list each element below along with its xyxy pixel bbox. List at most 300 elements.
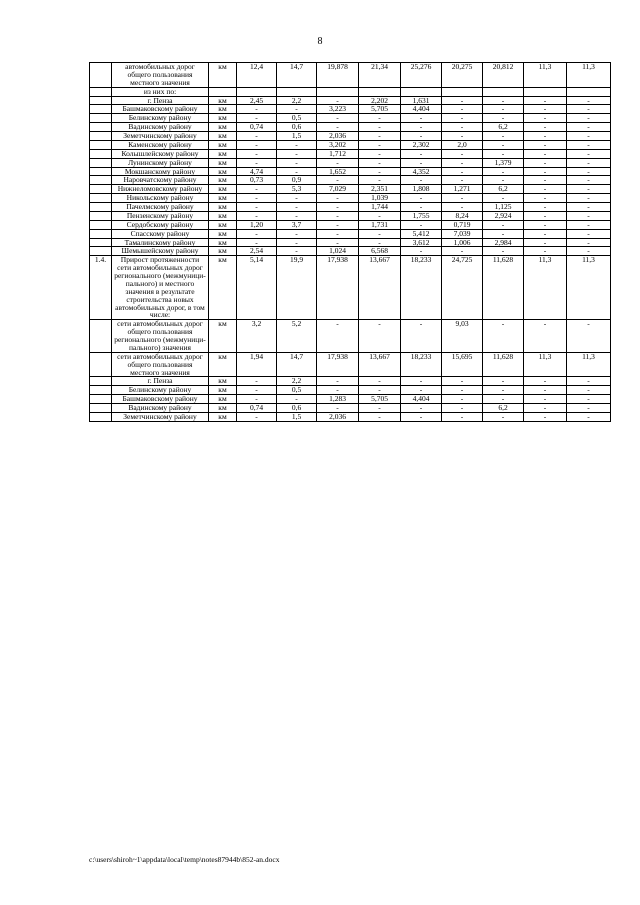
value-cell: - bbox=[277, 247, 317, 256]
unit-cell: км bbox=[209, 96, 237, 105]
table-row bbox=[90, 185, 611, 194]
value-cell: 6,568 bbox=[359, 247, 401, 256]
value-cell: - bbox=[483, 247, 524, 256]
value-cell: 1,94 bbox=[237, 352, 277, 377]
value-cell: 13,667 bbox=[359, 256, 401, 320]
row-name-cell: Тамалинскому району bbox=[112, 238, 209, 247]
value-cell: - bbox=[567, 185, 611, 194]
unit-cell: км bbox=[209, 256, 237, 320]
row-number-cell bbox=[90, 386, 112, 395]
value-cell bbox=[317, 87, 359, 96]
value-cell: - bbox=[524, 185, 567, 194]
row-name-cell: Белинскому району bbox=[112, 114, 209, 123]
table-row bbox=[90, 176, 611, 185]
value-cell: 2,2 bbox=[277, 96, 317, 105]
row-name-cell: из них по: bbox=[112, 87, 209, 96]
row-name-cell: Никольскому району bbox=[112, 194, 209, 203]
value-cell: - bbox=[442, 412, 483, 421]
value-cell: - bbox=[401, 158, 442, 167]
value-cell: 2,302 bbox=[401, 140, 442, 149]
row-name-cell: Мокшанскому району bbox=[112, 167, 209, 176]
value-cell: 18,233 bbox=[401, 256, 442, 320]
value-cell: - bbox=[524, 211, 567, 220]
value-cell: - bbox=[567, 167, 611, 176]
data-table bbox=[89, 62, 611, 422]
value-cell bbox=[359, 87, 401, 96]
value-cell: - bbox=[567, 211, 611, 220]
value-cell: - bbox=[442, 176, 483, 185]
value-cell: 0,5 bbox=[277, 386, 317, 395]
value-cell: 1,20 bbox=[237, 220, 277, 229]
row-name-cell: Башмаковскому району bbox=[112, 395, 209, 404]
value-cell: 0,6 bbox=[277, 123, 317, 132]
row-name-cell: Башмаковскому району bbox=[112, 105, 209, 114]
value-cell: 14,7 bbox=[277, 352, 317, 377]
value-cell: 11,3 bbox=[567, 352, 611, 377]
unit-cell: км bbox=[209, 194, 237, 203]
value-cell: 1,271 bbox=[442, 185, 483, 194]
value-cell: - bbox=[567, 220, 611, 229]
value-cell: 3,7 bbox=[277, 220, 317, 229]
value-cell: - bbox=[524, 247, 567, 256]
row-number-cell bbox=[90, 123, 112, 132]
value-cell: 7,029 bbox=[317, 185, 359, 194]
value-cell: - bbox=[317, 386, 359, 395]
value-cell: - bbox=[317, 96, 359, 105]
row-number-cell bbox=[90, 220, 112, 229]
value-cell: - bbox=[567, 404, 611, 413]
value-cell bbox=[567, 87, 611, 96]
unit-cell: км bbox=[209, 352, 237, 377]
row-name-cell: автомобильных дорог общего пользования местного значения bbox=[112, 63, 209, 88]
value-cell: - bbox=[442, 386, 483, 395]
table-row bbox=[90, 395, 611, 404]
value-cell: 1,755 bbox=[401, 211, 442, 220]
value-cell: - bbox=[237, 114, 277, 123]
value-cell: - bbox=[442, 96, 483, 105]
value-cell: 1,379 bbox=[483, 158, 524, 167]
row-number-cell bbox=[90, 185, 112, 194]
value-cell: 11,3 bbox=[524, 256, 567, 320]
row-number-cell bbox=[90, 238, 112, 247]
value-cell: 4,404 bbox=[401, 395, 442, 404]
value-cell: - bbox=[277, 140, 317, 149]
value-cell: - bbox=[567, 132, 611, 141]
value-cell bbox=[524, 87, 567, 96]
value-cell: - bbox=[567, 123, 611, 132]
value-cell: - bbox=[567, 194, 611, 203]
value-cell: 1,631 bbox=[401, 96, 442, 105]
value-cell: - bbox=[567, 158, 611, 167]
value-cell: - bbox=[401, 412, 442, 421]
unit-cell: км bbox=[209, 63, 237, 88]
value-cell: - bbox=[524, 377, 567, 386]
value-cell: - bbox=[442, 105, 483, 114]
value-cell: 8,24 bbox=[442, 211, 483, 220]
value-cell: - bbox=[567, 395, 611, 404]
value-cell: 24,725 bbox=[442, 256, 483, 320]
value-cell: - bbox=[401, 123, 442, 132]
value-cell: - bbox=[567, 96, 611, 105]
value-cell: 17,938 bbox=[317, 352, 359, 377]
value-cell: - bbox=[524, 105, 567, 114]
value-cell: - bbox=[277, 167, 317, 176]
value-cell: 5,705 bbox=[359, 105, 401, 114]
value-cell: - bbox=[359, 114, 401, 123]
value-cell: - bbox=[442, 203, 483, 212]
value-cell: 1,712 bbox=[317, 149, 359, 158]
value-cell: - bbox=[442, 395, 483, 404]
value-cell: - bbox=[359, 238, 401, 247]
value-cell: - bbox=[237, 229, 277, 238]
value-cell: 1,024 bbox=[317, 247, 359, 256]
value-cell: - bbox=[401, 194, 442, 203]
value-cell: 6,2 bbox=[483, 123, 524, 132]
value-cell: - bbox=[277, 203, 317, 212]
row-number-cell bbox=[90, 132, 112, 141]
table-row bbox=[90, 352, 611, 377]
value-cell bbox=[483, 87, 524, 96]
value-cell: - bbox=[442, 132, 483, 141]
row-name-cell: Сердобскому району bbox=[112, 220, 209, 229]
value-cell: - bbox=[567, 377, 611, 386]
value-cell: - bbox=[277, 238, 317, 247]
value-cell: - bbox=[401, 404, 442, 413]
table-row bbox=[90, 229, 611, 238]
value-cell: 3,223 bbox=[317, 105, 359, 114]
value-cell: - bbox=[567, 238, 611, 247]
value-cell: - bbox=[567, 114, 611, 123]
value-cell: - bbox=[524, 96, 567, 105]
value-cell: 15,695 bbox=[442, 352, 483, 377]
value-cell: - bbox=[483, 96, 524, 105]
unit-cell: км bbox=[209, 377, 237, 386]
row-name-cell: г. Пенза bbox=[112, 96, 209, 105]
value-cell: 1,125 bbox=[483, 203, 524, 212]
table-row bbox=[90, 404, 611, 413]
value-cell: - bbox=[401, 114, 442, 123]
value-cell: - bbox=[237, 211, 277, 220]
value-cell: 14,7 bbox=[277, 63, 317, 88]
row-number-cell bbox=[90, 229, 112, 238]
value-cell: - bbox=[237, 194, 277, 203]
value-cell bbox=[237, 87, 277, 96]
value-cell: - bbox=[483, 105, 524, 114]
row-number-cell bbox=[90, 149, 112, 158]
value-cell: - bbox=[317, 220, 359, 229]
value-cell: 20,812 bbox=[483, 63, 524, 88]
value-cell: - bbox=[483, 377, 524, 386]
table-row bbox=[90, 211, 611, 220]
value-cell: - bbox=[237, 149, 277, 158]
value-cell: 2,036 bbox=[317, 132, 359, 141]
value-cell: 2,924 bbox=[483, 211, 524, 220]
table-row bbox=[90, 167, 611, 176]
value-cell: 1,039 bbox=[359, 194, 401, 203]
unit-cell: км bbox=[209, 203, 237, 212]
value-cell bbox=[442, 87, 483, 96]
value-cell: 12,4 bbox=[237, 63, 277, 88]
value-cell: - bbox=[359, 132, 401, 141]
row-number-cell bbox=[90, 320, 112, 353]
value-cell: - bbox=[401, 377, 442, 386]
unit-cell: км bbox=[209, 211, 237, 220]
value-cell: - bbox=[401, 320, 442, 353]
value-cell: - bbox=[237, 203, 277, 212]
table-row bbox=[90, 149, 611, 158]
value-cell: 5,14 bbox=[237, 256, 277, 320]
value-cell: - bbox=[237, 158, 277, 167]
value-cell: - bbox=[524, 132, 567, 141]
row-name-cell: Белинскому району bbox=[112, 386, 209, 395]
value-cell: - bbox=[401, 220, 442, 229]
value-cell: 19,9 bbox=[277, 256, 317, 320]
value-cell: 6,2 bbox=[483, 185, 524, 194]
row-name-cell: г. Пенза bbox=[112, 377, 209, 386]
value-cell: 2,351 bbox=[359, 185, 401, 194]
value-cell: - bbox=[483, 395, 524, 404]
value-cell: 11,3 bbox=[567, 63, 611, 88]
row-number-cell bbox=[90, 105, 112, 114]
row-number-cell: 1.4. bbox=[90, 256, 112, 320]
unit-cell bbox=[209, 87, 237, 96]
value-cell: - bbox=[483, 114, 524, 123]
row-number-cell bbox=[90, 247, 112, 256]
table-row bbox=[90, 247, 611, 256]
value-cell: - bbox=[524, 386, 567, 395]
value-cell: - bbox=[524, 395, 567, 404]
value-cell: - bbox=[401, 132, 442, 141]
value-cell: - bbox=[524, 123, 567, 132]
row-number-cell bbox=[90, 404, 112, 413]
value-cell: - bbox=[483, 229, 524, 238]
row-name-cell: Лунинскому району bbox=[112, 158, 209, 167]
unit-cell: км bbox=[209, 229, 237, 238]
value-cell: 5,705 bbox=[359, 395, 401, 404]
unit-cell: км bbox=[209, 185, 237, 194]
unit-cell: км bbox=[209, 395, 237, 404]
table-row bbox=[90, 203, 611, 212]
value-cell bbox=[277, 87, 317, 96]
unit-cell: км bbox=[209, 320, 237, 353]
unit-cell: км bbox=[209, 412, 237, 421]
row-name-cell: сети автомобильных дорог общего пользования местного значения bbox=[112, 352, 209, 377]
table-row bbox=[90, 132, 611, 141]
unit-cell: км bbox=[209, 114, 237, 123]
value-cell: 4,352 bbox=[401, 167, 442, 176]
value-cell: - bbox=[524, 238, 567, 247]
value-cell: 0,74 bbox=[237, 123, 277, 132]
value-cell: 2,036 bbox=[317, 412, 359, 421]
value-cell: - bbox=[442, 114, 483, 123]
value-cell: - bbox=[359, 377, 401, 386]
value-cell: 13,667 bbox=[359, 352, 401, 377]
value-cell: - bbox=[567, 247, 611, 256]
row-name-cell: Колышлейскому району bbox=[112, 149, 209, 158]
value-cell: - bbox=[524, 229, 567, 238]
value-cell: 4,74 bbox=[237, 167, 277, 176]
value-cell: 11,3 bbox=[567, 256, 611, 320]
value-cell: - bbox=[524, 320, 567, 353]
table-row bbox=[90, 140, 611, 149]
unit-cell: км bbox=[209, 176, 237, 185]
value-cell: - bbox=[401, 386, 442, 395]
value-cell: 1,808 bbox=[401, 185, 442, 194]
value-cell: - bbox=[483, 220, 524, 229]
value-cell: - bbox=[277, 395, 317, 404]
value-cell: - bbox=[483, 132, 524, 141]
value-cell: 2,984 bbox=[483, 238, 524, 247]
value-cell: - bbox=[237, 185, 277, 194]
value-cell: 5,2 bbox=[277, 320, 317, 353]
value-cell: - bbox=[483, 320, 524, 353]
unit-cell: км bbox=[209, 140, 237, 149]
row-name-cell: Земетчинскому району bbox=[112, 132, 209, 141]
value-cell: 5,3 bbox=[277, 185, 317, 194]
value-cell: 11,628 bbox=[483, 352, 524, 377]
row-name-cell: Вадинскому району bbox=[112, 404, 209, 413]
value-cell: - bbox=[317, 194, 359, 203]
row-name-cell: Пачелмскому району bbox=[112, 203, 209, 212]
value-cell: - bbox=[567, 140, 611, 149]
unit-cell: км bbox=[209, 386, 237, 395]
value-cell: - bbox=[359, 123, 401, 132]
value-cell: 9,03 bbox=[442, 320, 483, 353]
value-cell: - bbox=[359, 167, 401, 176]
value-cell: 20,275 bbox=[442, 63, 483, 88]
value-cell: - bbox=[359, 140, 401, 149]
row-number-cell bbox=[90, 140, 112, 149]
row-number-cell bbox=[90, 203, 112, 212]
value-cell: 1,731 bbox=[359, 220, 401, 229]
value-cell: 17,938 bbox=[317, 256, 359, 320]
value-cell: - bbox=[524, 149, 567, 158]
unit-cell: км bbox=[209, 247, 237, 256]
unit-cell: км bbox=[209, 167, 237, 176]
value-cell: - bbox=[317, 114, 359, 123]
value-cell: 0,719 bbox=[442, 220, 483, 229]
table-row bbox=[90, 320, 611, 353]
value-cell: - bbox=[483, 167, 524, 176]
value-cell: 0,9 bbox=[277, 176, 317, 185]
table-row bbox=[90, 96, 611, 105]
value-cell: - bbox=[567, 176, 611, 185]
value-cell: - bbox=[317, 123, 359, 132]
value-cell: - bbox=[483, 412, 524, 421]
value-cell: 18,233 bbox=[401, 352, 442, 377]
value-cell: - bbox=[524, 114, 567, 123]
value-cell: - bbox=[277, 158, 317, 167]
value-cell: - bbox=[237, 238, 277, 247]
value-cell: - bbox=[442, 123, 483, 132]
row-number-cell bbox=[90, 395, 112, 404]
value-cell: 3,2 bbox=[237, 320, 277, 353]
value-cell: - bbox=[237, 377, 277, 386]
value-cell: - bbox=[237, 132, 277, 141]
table-row bbox=[90, 256, 611, 320]
value-cell: - bbox=[359, 412, 401, 421]
value-cell: 0,6 bbox=[277, 404, 317, 413]
row-name-cell: Нижнеломовскому району bbox=[112, 185, 209, 194]
row-name-cell: Прирост протяженности сети автомобильных дорог регионального (межмуници-пального) и местного значения в результате строительства новых автомобильных дорог, в том числе: bbox=[112, 256, 209, 320]
row-number-cell bbox=[90, 167, 112, 176]
value-cell: 3,202 bbox=[317, 140, 359, 149]
value-cell: - bbox=[524, 194, 567, 203]
row-number-cell bbox=[90, 176, 112, 185]
unit-cell: км bbox=[209, 158, 237, 167]
value-cell: - bbox=[237, 395, 277, 404]
row-number-cell bbox=[90, 87, 112, 96]
value-cell: 21,34 bbox=[359, 63, 401, 88]
value-cell: - bbox=[567, 105, 611, 114]
value-cell: - bbox=[483, 176, 524, 185]
value-cell bbox=[401, 87, 442, 96]
file-path-footer: c:\users\shiroh~1\appdata\local\temp\notes87944b\852-an.docx bbox=[89, 855, 280, 864]
value-cell: - bbox=[567, 412, 611, 421]
value-cell: - bbox=[277, 229, 317, 238]
value-cell: - bbox=[524, 203, 567, 212]
table-row bbox=[90, 105, 611, 114]
value-cell: 11,3 bbox=[524, 352, 567, 377]
value-cell: 1,652 bbox=[317, 167, 359, 176]
value-cell: 11,628 bbox=[483, 256, 524, 320]
row-number-cell bbox=[90, 412, 112, 421]
row-name-cell: Пензенскому району bbox=[112, 211, 209, 220]
value-cell: - bbox=[524, 158, 567, 167]
value-cell: - bbox=[483, 194, 524, 203]
value-cell: 11,3 bbox=[524, 63, 567, 88]
value-cell: - bbox=[483, 149, 524, 158]
unit-cell: км bbox=[209, 404, 237, 413]
value-cell: - bbox=[567, 203, 611, 212]
value-cell: - bbox=[524, 167, 567, 176]
value-cell: - bbox=[237, 412, 277, 421]
value-cell: 0,73 bbox=[237, 176, 277, 185]
value-cell: - bbox=[401, 149, 442, 158]
row-number-cell bbox=[90, 96, 112, 105]
value-cell: 3,612 bbox=[401, 238, 442, 247]
value-cell: - bbox=[317, 211, 359, 220]
value-cell: 7,039 bbox=[442, 229, 483, 238]
value-cell: 2,54 bbox=[237, 247, 277, 256]
value-cell: 1,006 bbox=[442, 238, 483, 247]
value-cell: - bbox=[524, 176, 567, 185]
table-body bbox=[90, 63, 611, 422]
value-cell: - bbox=[277, 105, 317, 114]
value-cell: - bbox=[277, 211, 317, 220]
row-number-cell bbox=[90, 194, 112, 203]
value-cell: - bbox=[524, 220, 567, 229]
table-row bbox=[90, 220, 611, 229]
value-cell: - bbox=[401, 176, 442, 185]
value-cell: 6,2 bbox=[483, 404, 524, 413]
unit-cell: км bbox=[209, 132, 237, 141]
value-cell: 2,45 bbox=[237, 96, 277, 105]
row-name-cell: Земетчинскому району bbox=[112, 412, 209, 421]
table-row bbox=[90, 87, 611, 96]
value-cell: - bbox=[237, 140, 277, 149]
row-number-cell bbox=[90, 377, 112, 386]
value-cell: - bbox=[317, 229, 359, 238]
value-cell: - bbox=[237, 386, 277, 395]
value-cell: - bbox=[317, 377, 359, 386]
table-row bbox=[90, 63, 611, 88]
unit-cell: км bbox=[209, 123, 237, 132]
value-cell: - bbox=[317, 238, 359, 247]
row-name-cell: Каменскому району bbox=[112, 140, 209, 149]
value-cell: 5,412 bbox=[401, 229, 442, 238]
row-number-cell bbox=[90, 114, 112, 123]
